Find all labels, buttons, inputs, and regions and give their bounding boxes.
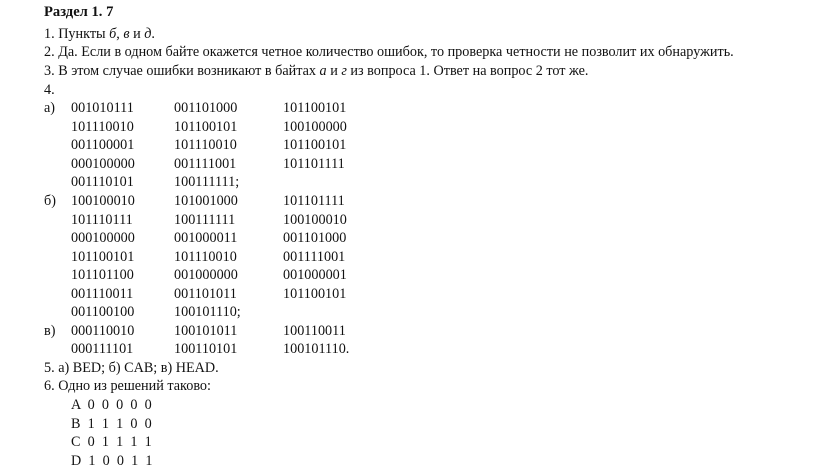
binary-value: 100101110.: [283, 341, 350, 357]
binary-value: 101001000: [174, 193, 238, 209]
binary-value: 101110010: [174, 137, 237, 153]
binary-value: 100100000: [283, 119, 347, 135]
code-row: A 0 0 0 0 0: [71, 397, 154, 413]
binary-value: 001111001: [283, 249, 346, 265]
binary-value: 101101100: [71, 267, 134, 283]
answer-1-prefix: 1. Пункты: [44, 26, 110, 42]
answer-3-byte-a: а: [319, 63, 327, 79]
answer-1-conjunction: и: [129, 26, 145, 42]
row-label: б): [44, 193, 56, 209]
binary-value: 001100100: [71, 304, 135, 320]
binary-value: 100100010: [71, 193, 135, 209]
binary-value: 001100001: [71, 137, 135, 153]
section-title: Раздел 1. 7: [44, 4, 114, 20]
row-label: в): [44, 323, 56, 339]
binary-value: 101110111: [71, 212, 133, 228]
binary-value: 100110101: [174, 341, 238, 357]
binary-value: 100100010: [283, 212, 347, 228]
answer-1: [44, 26, 155, 42]
binary-value: 101110010: [71, 119, 134, 135]
binary-value: 100111111: [174, 212, 236, 228]
answer-1-end: .: [151, 26, 155, 42]
answer-2: 2. Да. Если в одном байте окажется четное количество ошибок, то проверка четности не позволит их обнаружить.: [44, 44, 734, 60]
binary-value: 100101011: [174, 323, 238, 339]
binary-value: 001101000: [174, 100, 238, 116]
answer-1-item-b: б: [109, 26, 117, 42]
binary-value: 000100000: [71, 230, 135, 246]
answer-1-item-v: в: [123, 26, 130, 42]
binary-value: 001000011: [174, 230, 238, 246]
answer-1-item-d: д: [144, 26, 152, 42]
binary-value: 101100101: [71, 249, 135, 265]
binary-value: 001101000: [283, 230, 347, 246]
code-row: B 1 1 1 0 0: [71, 416, 154, 432]
binary-value: 101100101: [283, 137, 347, 153]
binary-value: 001101011: [174, 286, 237, 302]
answer-3: [44, 63, 588, 79]
answer-1-separator: ,: [116, 26, 124, 42]
answer-3-byte-g: г: [341, 63, 347, 79]
binary-value: 100110011: [283, 323, 346, 339]
binary-value: 001010111: [71, 100, 134, 116]
binary-value: 100111111;: [174, 174, 240, 190]
binary-value: 101100101: [283, 286, 347, 302]
binary-value: 101110010: [174, 249, 237, 265]
binary-value: 101101111: [283, 156, 345, 172]
answer-5: 5. а) BED; б) CAB; в) HEAD.: [44, 360, 219, 376]
row-label: а): [44, 100, 56, 116]
binary-value: 001000001: [283, 267, 347, 283]
binary-value: 001000000: [174, 267, 238, 283]
binary-value: 000111101: [71, 341, 134, 357]
binary-value: 001110101: [71, 174, 134, 190]
binary-value: 000110010: [71, 323, 135, 339]
answer-3-prefix: 3. В этом случае ошибки возникают в байтах: [44, 63, 320, 79]
answer-6: 6. Одно из решений таково:: [44, 378, 211, 394]
binary-value: 001111001: [174, 156, 237, 172]
answer-3-suffix: из вопроса 1. Ответ на вопрос 2 тот же.: [346, 63, 589, 79]
binary-value: 001110011: [71, 286, 134, 302]
binary-value: 101101111: [283, 193, 345, 209]
code-row: D 1 0 0 1 1: [71, 453, 155, 469]
binary-value: 000100000: [71, 156, 135, 172]
binary-value: 101100101: [174, 119, 238, 135]
binary-value: 101100101: [283, 100, 347, 116]
binary-value: 100101110;: [174, 304, 241, 320]
answer-3-conjunction: и: [326, 63, 342, 79]
answer-4-label: 4.: [44, 82, 55, 98]
code-row: C 0 1 1 1 1: [71, 434, 154, 450]
